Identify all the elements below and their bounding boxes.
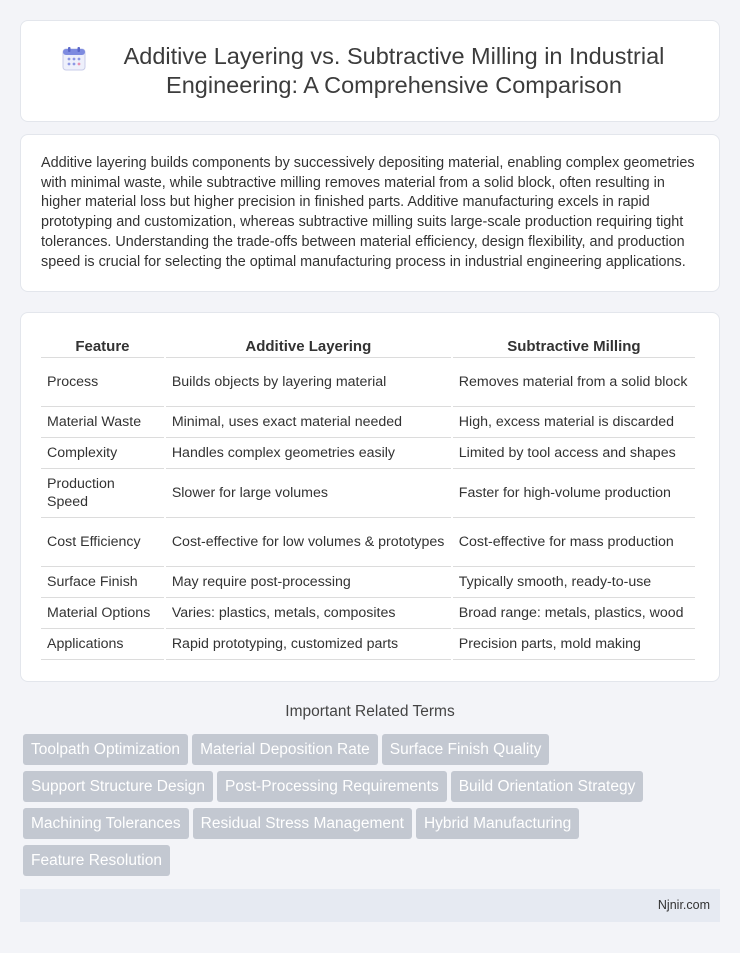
related-term-tag[interactable]: Feature Resolution [23, 845, 170, 876]
table-row [41, 438, 695, 469]
cell-feature: Material Options [41, 598, 164, 629]
table-row [41, 407, 695, 438]
table-row [41, 629, 695, 660]
header-card [20, 20, 720, 122]
table-row [41, 358, 695, 407]
cell-subtractive: High, excess material is discarded [453, 407, 695, 438]
comparison-card [20, 312, 720, 682]
cell-additive: Builds objects by layering material [166, 358, 451, 407]
related-term-tag[interactable]: Surface Finish Quality [382, 734, 550, 765]
related-terms-list [23, 734, 713, 882]
cell-subtractive: Limited by tool access and shapes [453, 438, 695, 469]
table-header-row [41, 333, 695, 358]
cell-subtractive: Faster for high-volume production [453, 469, 695, 518]
cell-subtractive: Broad range: metals, plastics, wood [453, 598, 695, 629]
cell-feature: Material Waste [41, 407, 164, 438]
related-term-tag[interactable]: Support Structure Design [23, 771, 213, 802]
header-subtractive: Subtractive Milling [453, 333, 695, 358]
cell-feature: Process [41, 358, 164, 407]
related-term-tag[interactable]: Machining Tolerances [23, 808, 189, 839]
cell-additive: May require post-processing [166, 567, 451, 598]
cell-additive: Cost-effective for low volumes & prototypes [166, 518, 451, 567]
related-term-tag[interactable]: Material Deposition Rate [192, 734, 378, 765]
table-row [41, 469, 695, 518]
related-term-tag[interactable]: Toolpath Optimization [23, 734, 188, 765]
table-row [41, 598, 695, 629]
related-term-tag[interactable]: Build Orientation Strategy [451, 771, 644, 802]
related-term-tag[interactable]: Residual Stress Management [193, 808, 412, 839]
cell-subtractive: Typically smooth, ready-to-use [453, 567, 695, 598]
header-additive: Additive Layering [166, 333, 451, 358]
footer [20, 889, 720, 922]
cell-subtractive: Precision parts, mold making [453, 629, 695, 660]
intro-paragraph: Additive layering builds components by successively depositing material, enabling complex geometries with minimal waste, while subtractive milling removes material from a solid block, often resulting in higher material loss but higher precision in finished parts. Additive manufacturing excels in rapid prototyping and customization, whereas subtractive milling suits large-scale production requiring tight tolerances. Understanding the trade-offs between material efficiency, design flexibility, and production speed is crucial for selecting the optimal manufacturing process in industrial engineering applications. [41, 155, 695, 270]
header-feature: Feature [41, 333, 164, 358]
comparison-table [39, 333, 697, 660]
calendar-icon [61, 46, 87, 72]
cell-feature: Cost Efficiency [41, 518, 164, 567]
cell-feature: Complexity [41, 438, 164, 469]
cell-additive: Minimal, uses exact material needed [166, 407, 451, 438]
cell-additive: Varies: plastics, metals, composites [166, 598, 451, 629]
cell-additive: Handles complex geometries easily [166, 438, 451, 469]
cell-subtractive: Removes material from a solid block [453, 358, 695, 407]
table-row [41, 567, 695, 598]
cell-additive: Slower for large volumes [166, 469, 451, 518]
related-terms-heading: Important Related Terms [285, 703, 455, 720]
footer-site-link[interactable]: Njnir.com [657, 898, 710, 912]
cell-feature: Production Speed [41, 469, 164, 518]
table-row [41, 518, 695, 567]
cell-subtractive: Cost-effective for mass production [453, 518, 695, 567]
page-title: Additive Layering vs. Subtractive Milling in Industrial Engineering: A Comprehensive Comparison [123, 43, 665, 98]
cell-feature: Surface Finish [41, 567, 164, 598]
cell-feature: Applications [41, 629, 164, 660]
intro-card [20, 134, 720, 292]
related-term-tag[interactable]: Hybrid Manufacturing [416, 808, 579, 839]
related-term-tag[interactable]: Post-Processing Requirements [217, 771, 447, 802]
cell-additive: Rapid prototyping, customized parts [166, 629, 451, 660]
